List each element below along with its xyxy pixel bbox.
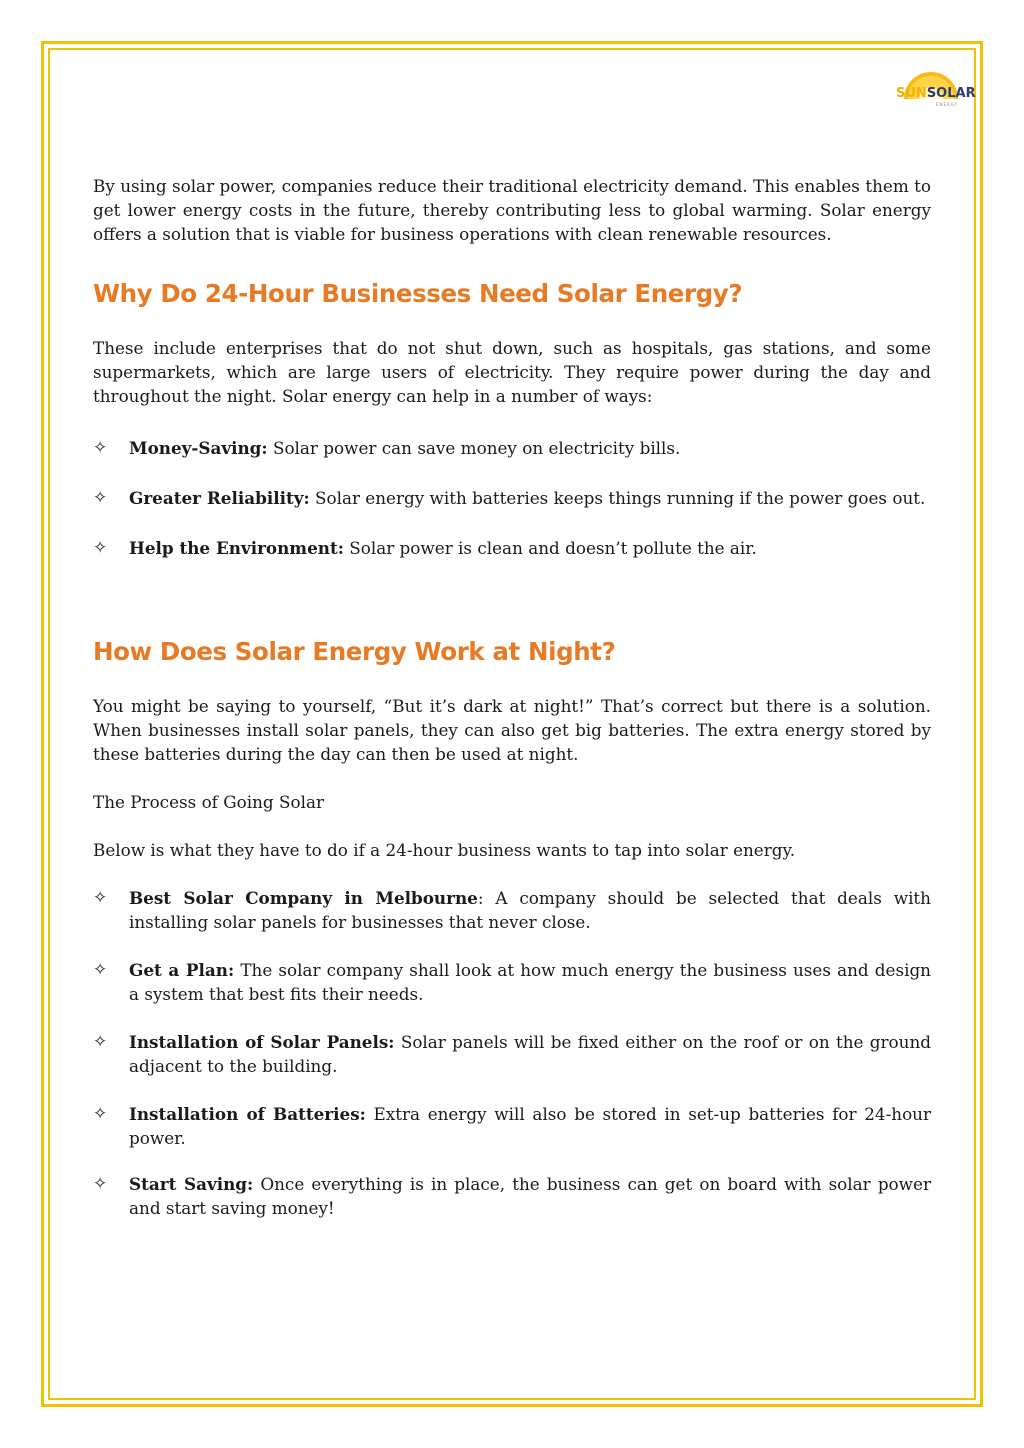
list-item: ✧ Help the Environment: Solar power is clean and doesn’t pollute the air.	[93, 538, 757, 558]
list-item: ✧ Start Saving: Once everything is in place, the business can get on board with solar power and start saving money!	[93, 1174, 931, 1218]
sparkle-bullet-icon: ✧	[93, 488, 108, 508]
sunsolar-logo	[896, 68, 976, 112]
process-lead: Below is what they have to do if a 24-hour business wants to tap into solar energy.	[93, 840, 796, 860]
sparkle-bullet-icon: ✧	[93, 438, 108, 458]
sparkle-bullet-icon: ✧	[93, 888, 108, 908]
section2-heading: How Does Solar Energy Work at Night?	[93, 637, 616, 666]
sparkle-bullet-icon: ✧	[93, 960, 108, 980]
section1-paragraph: These include enterprises that do not shut down, such as hospitals, gas stations, and some supermarkets, which are large users of electricity. They require power during the day and throughout the night. Solar energy can help in a number of ways:	[93, 338, 931, 406]
list-item: ✧ Best Solar Company in Melbourne: A company should be selected that deals with installing solar panels for businesses that never close.	[93, 888, 931, 932]
section2-paragraph: You might be saying to yourself, “But it’s dark at night!” That’s correct but there is a solution. When businesses install solar panels, they can also get big batteries. The extra energy stored by these batteries during the day can then be used at night.	[93, 696, 931, 764]
list-item: ✧ Get a Plan: The solar company shall look at how much energy the business uses and design a system that best fits their needs.	[93, 960, 931, 1004]
sparkle-bullet-icon: ✧	[93, 1174, 108, 1194]
sparkle-bullet-icon: ✧	[93, 538, 108, 558]
document-body	[93, 174, 931, 1220]
section1-heading: Why Do 24-Hour Businesses Need Solar Energy?	[93, 279, 743, 308]
list-item: ✧ Installation of Batteries: Extra energy will also be stored in set-up batteries for 24-hour power.	[93, 1104, 931, 1148]
list-item: ✧ Money-Saving: Solar power can save money on electricity bills.	[93, 438, 681, 458]
process-subheading: The Process of Going Solar	[93, 792, 324, 812]
logo-wordmark: SUNSOLAR	[896, 86, 976, 101]
sparkle-bullet-icon: ✧	[93, 1032, 108, 1052]
sparkle-bullet-icon: ✧	[93, 1104, 108, 1124]
logo-tagline: ENERGY	[936, 102, 959, 107]
intro-paragraph: By using solar power, companies reduce their traditional electricity demand. This enables them to get lower energy costs in the future, thereby contributing less to global warming. Solar energy offers a solution that is viable for business operations with clean renewable resources.	[93, 176, 931, 244]
list-item: ✧ Greater Reliability: Solar energy with batteries keeps things running if the power goes out.	[93, 488, 926, 508]
list-item: ✧ Installation of Solar Panels: Solar panels will be fixed either on the roof or on the ground adjacent to the building.	[93, 1032, 932, 1076]
